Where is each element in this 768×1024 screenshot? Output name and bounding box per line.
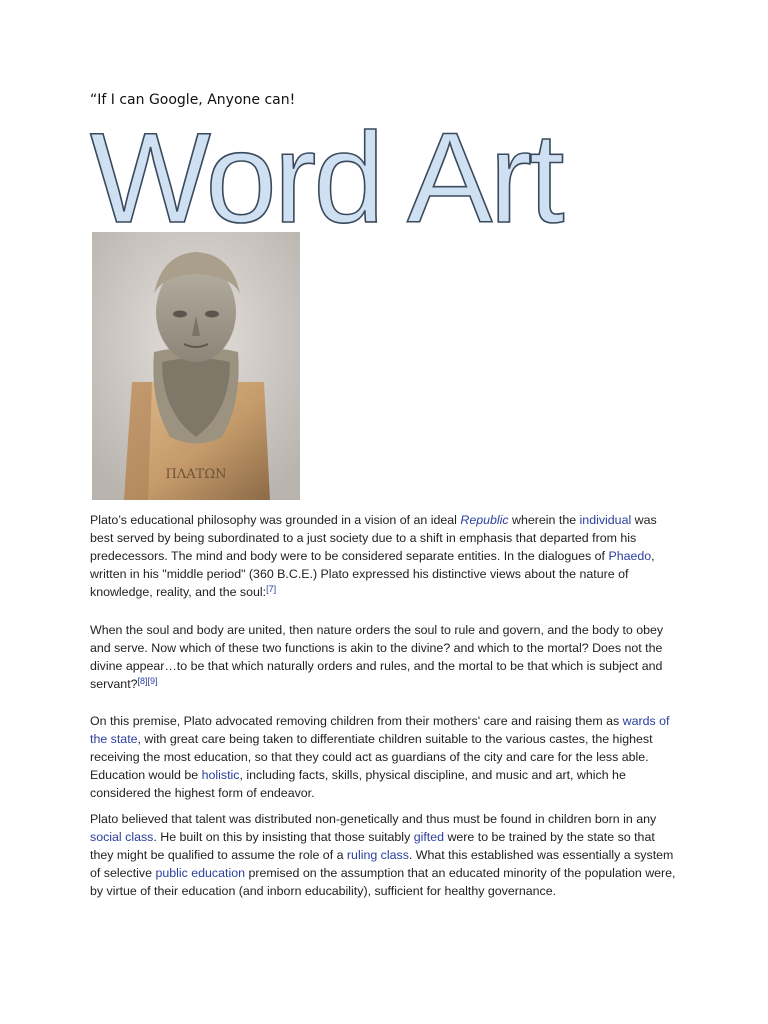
link-ruling-class[interactable]: ruling class: [346, 848, 409, 862]
reference-9[interactable]: [9]: [147, 676, 158, 686]
para4-text-2: . He built on this by insisting that those suitably: [153, 830, 414, 844]
para1-text-1: Plato’s educational philosophy was grounded in a vision of an ideal: [90, 513, 461, 527]
para4-text-1: Plato believed that talent was distributed non-genetically and thus must be found in children born in any: [90, 812, 657, 826]
quote-line: “If I can Google, Anyone can!: [90, 92, 296, 108]
word-art-text: Word Art: [90, 122, 562, 232]
para1-text-4: , written in his "middle period" (360 B.C.E.) Plato expressed his distinctive views about the nature of knowledge, reality, and the soul:: [90, 549, 655, 599]
para1-text-2: wherein the: [508, 513, 580, 527]
reference-7[interactable]: [7]: [266, 584, 277, 594]
link-wards-of-the-state[interactable]: wards of the state: [90, 714, 670, 746]
reference-8[interactable]: [8]: [137, 676, 148, 686]
para2-text-1: When the soul and body are united, then nature orders the soul to rule and govern, and the body to obey and serve. Now which of these two functions is akin to the divine? and which to the mortal? Does not the divine appear…to be that which naturally orders and rules, and the mortal to be that which is subject and servant?: [90, 623, 664, 691]
para1-text-3: was best served by being subordinated to a just society due to a shift in emphasis that departed from his predecessors. The mind and body were to be considered separate entities. In the dialogues of: [90, 513, 657, 563]
paragraph-3: [90, 712, 680, 802]
link-phaedo[interactable]: Phaedo: [608, 549, 652, 563]
para3-text-3: , including facts, skills, physical discipline, and music and art, which he considered the highest form of endeavor.: [90, 768, 626, 800]
paragraph-4: [90, 810, 680, 900]
paragraph-2-quote: [90, 621, 680, 693]
link-republic[interactable]: Republic: [460, 513, 509, 527]
link-social-class[interactable]: social class: [90, 830, 154, 844]
link-gifted[interactable]: gifted: [413, 830, 445, 844]
plato-bust-image: [92, 232, 300, 500]
link-individual[interactable]: individual: [579, 513, 632, 527]
para4-text-3: were to be trained by the state so that they might be qualified to assume the role of a: [90, 830, 655, 862]
paragraph-1: [90, 511, 680, 601]
para3-text-1: On this premise, Plato advocated removing children from their mothers' care and raising them as: [90, 714, 623, 728]
link-holistic[interactable]: holistic: [201, 768, 240, 782]
word-art-title: [88, 122, 588, 232]
bust-inscription: ΠΛΑΤΩΝ: [165, 467, 227, 482]
para3-text-2: , with great care being taken to differentiate children suitable to the various castes, the highest receiving the most education, so that they could act as guardians of the city and care for the less able. Education would be: [90, 732, 653, 782]
para4-text-5: premised on the assumption that an educated minority of the population were, by virtue of their education (and inborn educability), sufficient for healthy governance.: [90, 866, 676, 898]
link-public-education[interactable]: public education: [155, 866, 245, 880]
para4-text-4: . What this established was essentially a system of selective: [90, 848, 674, 880]
